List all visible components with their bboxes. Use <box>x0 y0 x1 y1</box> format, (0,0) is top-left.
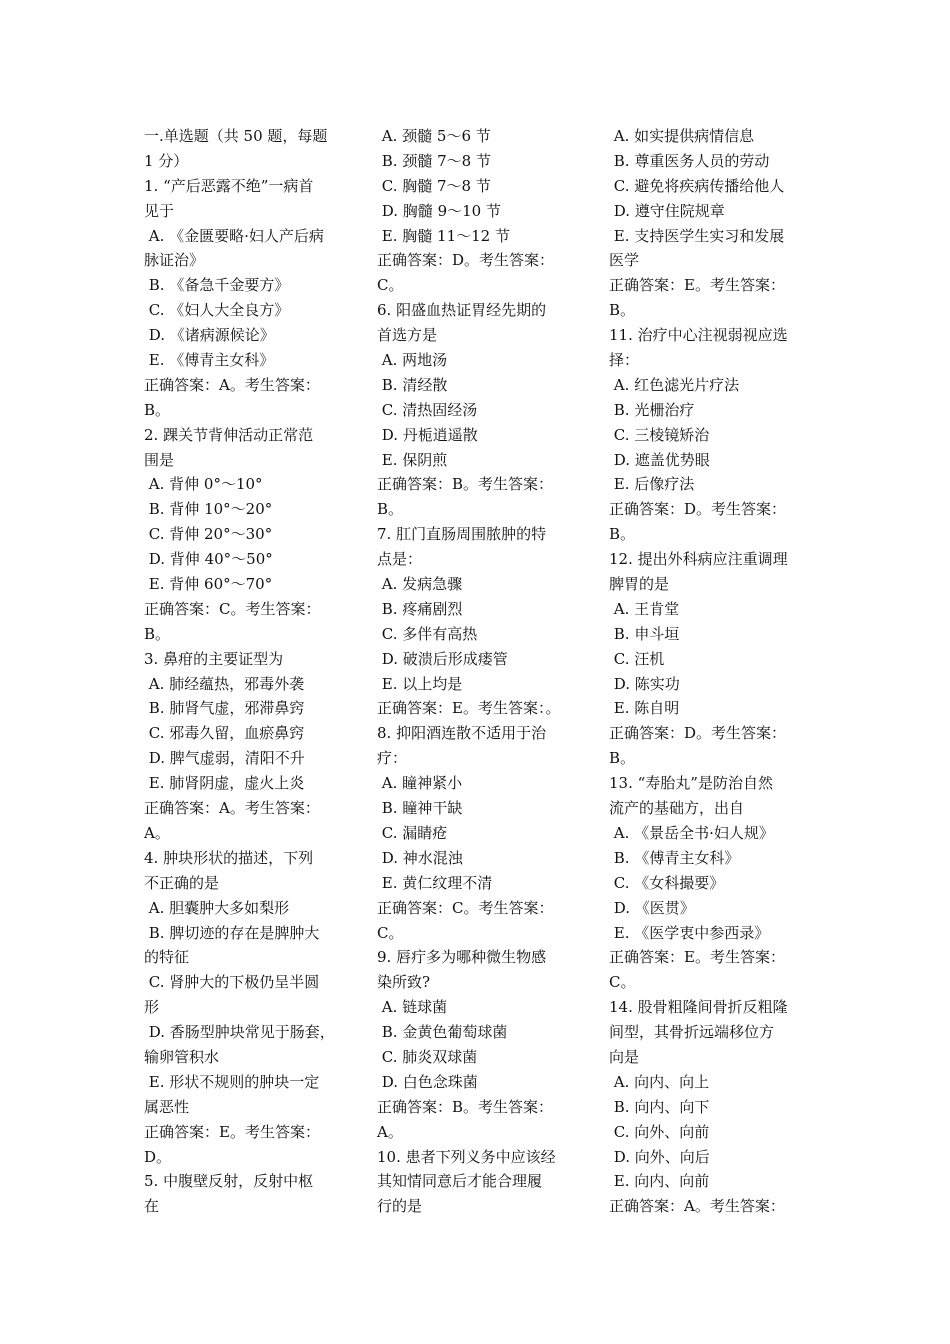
question-line: 7. 肛门直肠周围脓肿的特 <box>377 525 547 544</box>
option-line: C. 向外、向前 <box>609 1122 710 1141</box>
text-line: 属恶性 <box>144 1097 190 1116</box>
option-line: C. 漏睛疮 <box>377 823 448 842</box>
answer-line: 正确答案：E。考生答案： <box>144 1122 320 1141</box>
option-line: C. 《妇人大全良方》 <box>144 301 290 320</box>
text-line: 见于 <box>144 201 175 220</box>
text-line: B。 <box>609 525 636 544</box>
option-line: A. 胆囊肿大多如梨形 <box>144 898 290 917</box>
option-line: A. 《景岳全书·妇人规》 <box>609 823 774 842</box>
option-line: D. 神水混浊 <box>377 848 463 867</box>
text-line: A。 <box>377 1122 403 1141</box>
option-line: C. 肾肿大的下极仍呈半圆 <box>144 973 320 992</box>
option-line: A. 红色滤光片疗法 <box>609 375 740 394</box>
text-line: 其知情同意后才能合理履 <box>377 1172 543 1191</box>
option-line: A. 链球菌 <box>377 998 448 1017</box>
option-line: A. 背伸 0°～10° <box>144 475 263 494</box>
option-line: E. 形状不规则的肿块一定 <box>144 1072 320 1091</box>
text-column-right <box>609 124 827 1219</box>
option-line: B. 《傅青主女科》 <box>609 848 740 867</box>
option-line: D. 背伸 40°～50° <box>144 550 273 569</box>
text-line: 行的是 <box>377 1197 423 1216</box>
option-line: C. 三棱镜矫治 <box>609 425 710 444</box>
question-line: 14. 股骨粗隆间骨折反粗隆 <box>609 998 788 1017</box>
answer-line: 正确答案：C。考生答案： <box>144 599 321 618</box>
answer-line: 正确答案：A。考生答案： <box>144 799 320 818</box>
answer-line: 正确答案：A。考生答案： <box>144 375 320 394</box>
option-line: E. 以上均是 <box>377 674 463 693</box>
option-line: A. 肺经蕴热，邪毒外袭 <box>144 674 305 693</box>
question-line: 4. 肿块形状的描述，下列 <box>144 848 314 867</box>
option-line: E. 黄仁纹理不清 <box>377 873 493 892</box>
option-line: D. 脾气虚弱，清阳不升 <box>144 749 305 768</box>
answer-line: 正确答案：A。考生答案： <box>609 1197 785 1216</box>
option-line: B. 肺肾气虚，邪滞鼻窍 <box>144 699 305 718</box>
text-line: A。 <box>144 823 170 842</box>
text-line: 医学 <box>609 251 640 270</box>
question-line: 12. 提出外科病应注重调理 <box>609 550 788 569</box>
answer-line: 正确答案：E。考生答案： <box>609 948 785 967</box>
text-line: 在 <box>144 1197 160 1216</box>
option-line: D. 遮盖优势眼 <box>609 450 710 469</box>
option-line: A. 瞳神紧小 <box>377 774 463 793</box>
option-line: C. 汪机 <box>609 649 665 668</box>
option-line: A. 发病急骤 <box>377 575 463 594</box>
option-line: C. 避免将疾病传播给他人 <box>609 176 785 195</box>
text-line: 围是 <box>144 450 175 469</box>
text-line: B。 <box>144 624 171 643</box>
option-line: A. 颈髓 5～6 节 <box>377 127 491 145</box>
question-line: 5. 中腹壁反射，反射中枢 <box>144 1172 314 1191</box>
text-line: C。 <box>609 973 636 992</box>
text-line: B。 <box>609 749 636 768</box>
question-line: 3. 鼻疳的主要证型为 <box>144 649 284 668</box>
option-line: D. 丹栀逍遥散 <box>377 425 478 444</box>
text-line: 点是： <box>377 550 423 569</box>
option-line: E. 胸髓 11～12 节 <box>377 226 510 245</box>
option-line: A. 《金匮要略·妇人产后病 <box>144 226 324 245</box>
text-line: C。 <box>377 276 404 295</box>
text-line: 的特征 <box>144 948 190 967</box>
text-line: B。 <box>144 400 171 419</box>
option-line: B. 瞳神干缺 <box>377 799 463 818</box>
text-line: B。 <box>377 500 404 519</box>
text-line: 一.单选题（共 50 题，每题 <box>144 127 328 145</box>
question-line: 11. 治疗中心注视弱视应选 <box>609 326 788 345</box>
option-line: B. 向内、向下 <box>609 1097 710 1116</box>
option-line: E. 后像疗法 <box>609 475 695 494</box>
option-line: D. 《诸病源候论》 <box>144 326 275 345</box>
text-line: 1 分） <box>144 151 189 170</box>
option-line: E. 保阴煎 <box>377 450 448 469</box>
option-line: B. 清经散 <box>377 375 448 394</box>
option-line: B. 疼痛剧烈 <box>377 599 463 618</box>
text-line: 间型，其骨折远端移位方 <box>609 1023 775 1042</box>
question-line: 10. 患者下列义务中应该经 <box>377 1147 556 1166</box>
answer-line: 正确答案：B。考生答案： <box>377 475 554 494</box>
option-line: C. 《女科撮要》 <box>609 873 725 892</box>
text-line: 择： <box>609 351 640 370</box>
option-line: E. 支持医学生实习和发展 <box>609 226 785 245</box>
answer-line: 正确答案：D。考生答案： <box>377 251 555 270</box>
text-line: 脉证治》 <box>144 251 205 270</box>
option-line: D. 白色念珠菌 <box>377 1072 478 1091</box>
option-line: B. 颈髓 7～8 节 <box>377 151 491 170</box>
text-line: B。 <box>609 301 636 320</box>
answer-line: 正确答案：D。考生答案： <box>609 500 787 519</box>
option-line: D. 胸髓 9～10 节 <box>377 201 501 220</box>
text-line: C。 <box>377 923 404 942</box>
text-line: 向是 <box>609 1047 640 1066</box>
text-line: 首选方是 <box>377 326 438 345</box>
option-line: B. 申斗垣 <box>609 624 680 643</box>
option-line: D. 香肠型肿块常见于肠套， <box>144 1023 335 1042</box>
option-line: E. 向内、向前 <box>609 1172 710 1191</box>
text-line: D。 <box>144 1147 172 1166</box>
option-line: D. 遵守住院规章 <box>609 201 725 220</box>
option-line: A. 如实提供病情信息 <box>609 127 755 145</box>
question-line: 8. 抑阳酒连散不适用于治 <box>377 724 547 743</box>
option-line: B. 金黄色葡萄球菌 <box>377 1023 508 1042</box>
answer-line: 正确答案：D。考生答案： <box>609 724 787 743</box>
option-line: C. 胸髓 7～8 节 <box>377 176 491 195</box>
option-line: E. 《傅青主女科》 <box>144 351 275 370</box>
text-line: 形 <box>144 998 160 1017</box>
question-line: 6. 阳盛血热证胃经先期的 <box>377 301 547 320</box>
option-line: C. 背伸 20°～30° <box>144 525 273 544</box>
question-line: 13. “寿胎丸”是防治自然 <box>609 774 773 793</box>
text-line: 流产的基础方，出自 <box>609 799 745 818</box>
option-line: C. 邪毒久留，血瘀鼻窍 <box>144 724 305 743</box>
option-line: A. 王肯堂 <box>609 599 680 618</box>
option-line: C. 多伴有高热 <box>377 624 478 643</box>
option-line: A. 向内、向上 <box>609 1072 710 1091</box>
text-line: 脾胃的是 <box>609 575 670 594</box>
option-line: B. 脾切迹的存在是脾肿大 <box>144 923 320 942</box>
option-line: E. 陈自明 <box>609 699 680 718</box>
question-line: 2. 踝关节背伸活动正常范 <box>144 425 314 444</box>
option-line: C. 肺炎双球菌 <box>377 1047 478 1066</box>
option-line: C. 清热固经汤 <box>377 400 478 419</box>
option-line: D. 《医贯》 <box>609 898 695 917</box>
text-line: 疗： <box>377 749 408 768</box>
option-line: B. 《备急千金要方》 <box>144 276 290 295</box>
option-line: E. 《医学衷中参西录》 <box>609 923 770 942</box>
option-line: D. 向外、向后 <box>609 1147 710 1166</box>
question-line: 1. “产后恶露不绝”一病首 <box>144 176 314 195</box>
text-column-left <box>144 124 362 1219</box>
option-line: A. 两地汤 <box>377 351 448 370</box>
option-line: E. 背伸 60°～70° <box>144 575 273 594</box>
answer-line: 正确答案：C。考生答案： <box>377 898 554 917</box>
text-line: 染所致? <box>377 973 431 992</box>
option-line: E. 肺肾阴虚，虚火上炎 <box>144 774 305 793</box>
option-line: D. 破溃后形成瘘管 <box>377 649 508 668</box>
answer-line: 正确答案：B。考生答案： <box>377 1097 554 1116</box>
question-line: 9. 唇疔多为哪种微生物感 <box>377 948 547 967</box>
option-line: B. 尊重医务人员的劳动 <box>609 151 770 170</box>
text-column-middle <box>377 124 595 1219</box>
text-line: 输卵管积水 <box>144 1047 220 1066</box>
option-line: B. 背伸 10°～20° <box>144 500 273 519</box>
option-line: D. 陈实功 <box>609 674 680 693</box>
option-line: B. 光栅治疗 <box>609 400 695 419</box>
answer-line: 正确答案：E。考生答案：。 <box>377 699 561 718</box>
answer-line: 正确答案：E。考生答案： <box>609 276 785 295</box>
text-line: 不正确的是 <box>144 873 220 892</box>
